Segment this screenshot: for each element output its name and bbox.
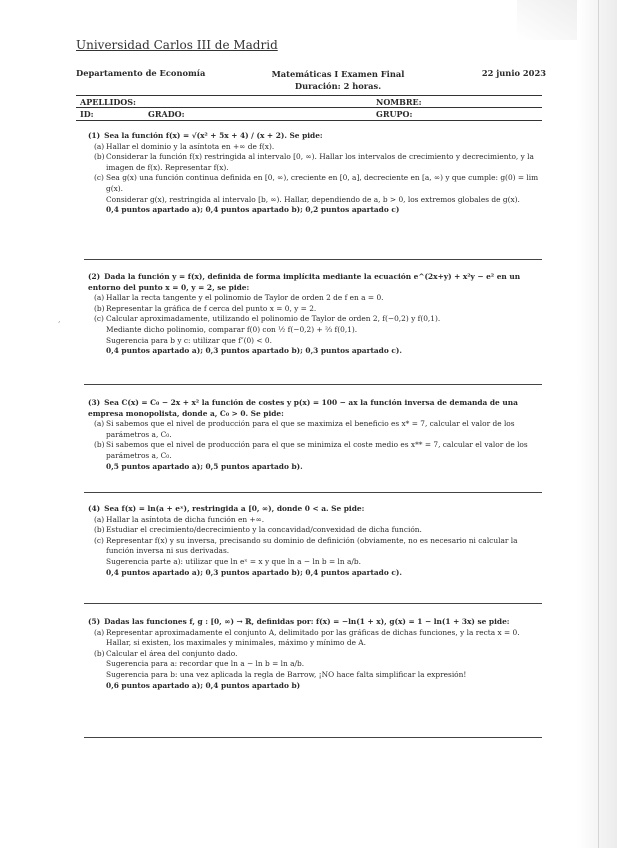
box-middle-line [76, 107, 542, 108]
question-5 [88, 617, 540, 691]
question-5-stem: (5) Dadas las funciones f, g : [0, ∞) → ℝ, definidas por: f(x) = −ln(1 + x), g(x) = 1 − ln(1 + 3x) se pide: [88, 617, 510, 626]
question-1 [88, 131, 540, 216]
page-edge-shadow [577, 0, 617, 848]
question-5-extra-a: Hallar, si existen, los maximales y minimales, máximo y mínimo de A. [106, 638, 366, 648]
question-3-points: 0,5 puntos apartado a); 0,5 puntos apartado b). [106, 461, 303, 471]
question-4-item-a: (a) Hallar la asíntota de dicha función en +∞. [94, 514, 265, 524]
box-bottom-line [76, 120, 542, 121]
question-2-item-a: (a) Hallar la recta tangente y el polinomio de Taylor de orden 2 de f en a = 0. [94, 293, 384, 303]
exam-date: 22 junio 2023 [481, 68, 546, 78]
university-name: Universidad Carlos III de Madrid [76, 38, 278, 52]
question-1-item-c: (c) Sea g(x) una función continua definida en [0, ∞), creciente en [0, a], decreciente en [a, ∞) y que cumple: g(0) = lim g(x). [94, 173, 539, 193]
question-5-suggestion-a: Sugerencia para a: recordar que ln a − ln b = ln a/b. [106, 659, 305, 669]
question-5-item-b: (b) Calcular el área del conjunto dado. [94, 648, 238, 658]
question-4 [88, 504, 540, 578]
exam-info [268, 68, 408, 92]
field-nombre[interactable]: NOMBRE: [376, 97, 422, 107]
question-1-stem: (1) Sea la función f(x) = √(x² + 5x + 4) / (x + 2). Se pide: [88, 131, 323, 140]
question-3-stem: (3) Sea C(x) = C₀ − 2x + x² la función de costes y p(x) = 100 − ax la función inversa de demanda de una empresa monopolista, donde a, C₀ > 0. Se pide: [88, 398, 518, 418]
corner-shade [517, 0, 577, 40]
question-2 [88, 272, 540, 357]
question-2-extra: Mediante dicho polinomio, comparar f(0) con ½ f(−0,2) + ⅔ f(0,1). [106, 324, 358, 334]
question-1-item-a: (a) Hallar el dominio y la asíntota en +∞ de f(x). [94, 141, 275, 151]
separator-1 [84, 259, 542, 260]
page-edge-line [598, 0, 599, 848]
exam-duration: Duración: 2 horas. [294, 81, 382, 91]
question-4-stem: (4) Sea f(x) = ln(a + eˣ), restringida a [0, ∞), donde 0 < a. Se pide: [88, 504, 365, 513]
stray-mark: , [58, 315, 61, 324]
question-5-suggestion-b: Sugerencia para b: una vez aplicada la regla de Barrow, ¡NO hace falta simplificar la expresión! [106, 669, 467, 679]
field-id[interactable]: ID: [80, 109, 94, 119]
question-2-item-b: (b) Representar la gráfica de f cerca del punto x = 0, y = 2. [94, 303, 317, 313]
question-1-item-b: (b) Considerar la función f(x) restringida al intervalo [0, ∞). Hallar los intervalos de crecimiento y decrecimiento, y la imagen de f(x). Representar f(x). [94, 152, 534, 172]
question-2-suggestion: Sugerencia para b y c: utilizar que f″(0) < 0. [106, 335, 272, 345]
separator-3 [84, 492, 542, 493]
department: Departamento de Economía [76, 68, 206, 78]
question-3 [88, 398, 540, 472]
question-4-points: 0,4 puntos apartado a); 0,3 puntos apartado b); 0,4 puntos apartado c). [106, 567, 402, 577]
question-4-item-b: (b) Estudiar el crecimiento/decrecimiento y la concavidad/convexidad de dicha función. [94, 525, 422, 535]
question-2-points: 0,4 puntos apartado a); 0,3 puntos apartado b); 0,3 puntos apartado c). [106, 346, 402, 356]
question-4-suggestion: Sugerencia parte a): utilizar que ln eˣ = x y que ln a − ln b = ln a/b. [106, 556, 362, 566]
question-5-points: 0,6 puntos apartado a); 0,4 puntos apartado b) [106, 680, 301, 690]
question-1-extra: Considerar g(x), restringida al intervalo [b, ∞). Hallar, dependiendo de a, b > 0, los extremos globales de g(x). [106, 194, 520, 204]
question-1-points: 0,4 puntos apartado a); 0,4 puntos apartado b); 0,2 puntos apartado c) [106, 205, 400, 215]
question-5-item-a: (a) Representar aproximadamente el conjunto A, delimitado por las gráficas de dichas funciones, y la recta x = 0. [94, 627, 520, 637]
field-grado[interactable]: GRADO: [148, 109, 185, 119]
question-3-item-b: (b) Si sabemos que el nivel de producción para el que se minimiza el coste medio es x** = 7, calcular el valor de los parámetros a, C₀. [94, 440, 528, 460]
separator-4 [84, 603, 542, 604]
question-4-item-c: (c) Representar f(x) y su inversa, precisando su dominio de definición (obviamente, no es necesario ni calcular la función inversa ni sus derivadas. [94, 535, 518, 556]
box-top-line [76, 95, 542, 96]
question-3-item-a: (a) Si sabemos que el nivel de producción para el que se maximiza el beneficio es x* = 7, calcular el valor de los parámetros a, C₀. [94, 419, 515, 439]
separator-5 [84, 737, 542, 738]
question-2-stem: (2) Dada la función y = f(x), definida de forma implícita mediante la ecuación e^(2x+y) + x²y − e² en un entorno del punto x = 0, y = 2, se pide: [88, 272, 521, 292]
separator-2 [84, 384, 542, 385]
exam-title: Matemáticas I Examen Final [271, 69, 405, 79]
question-2-item-c: (c) Calcular aproximadamente, utilizando el polinomio de Taylor de orden 2, f(−0,2) y f(0,1). [94, 314, 441, 324]
field-grupo[interactable]: GRUPO: [376, 109, 413, 119]
field-apellidos[interactable]: APELLIDOS: [80, 97, 136, 107]
